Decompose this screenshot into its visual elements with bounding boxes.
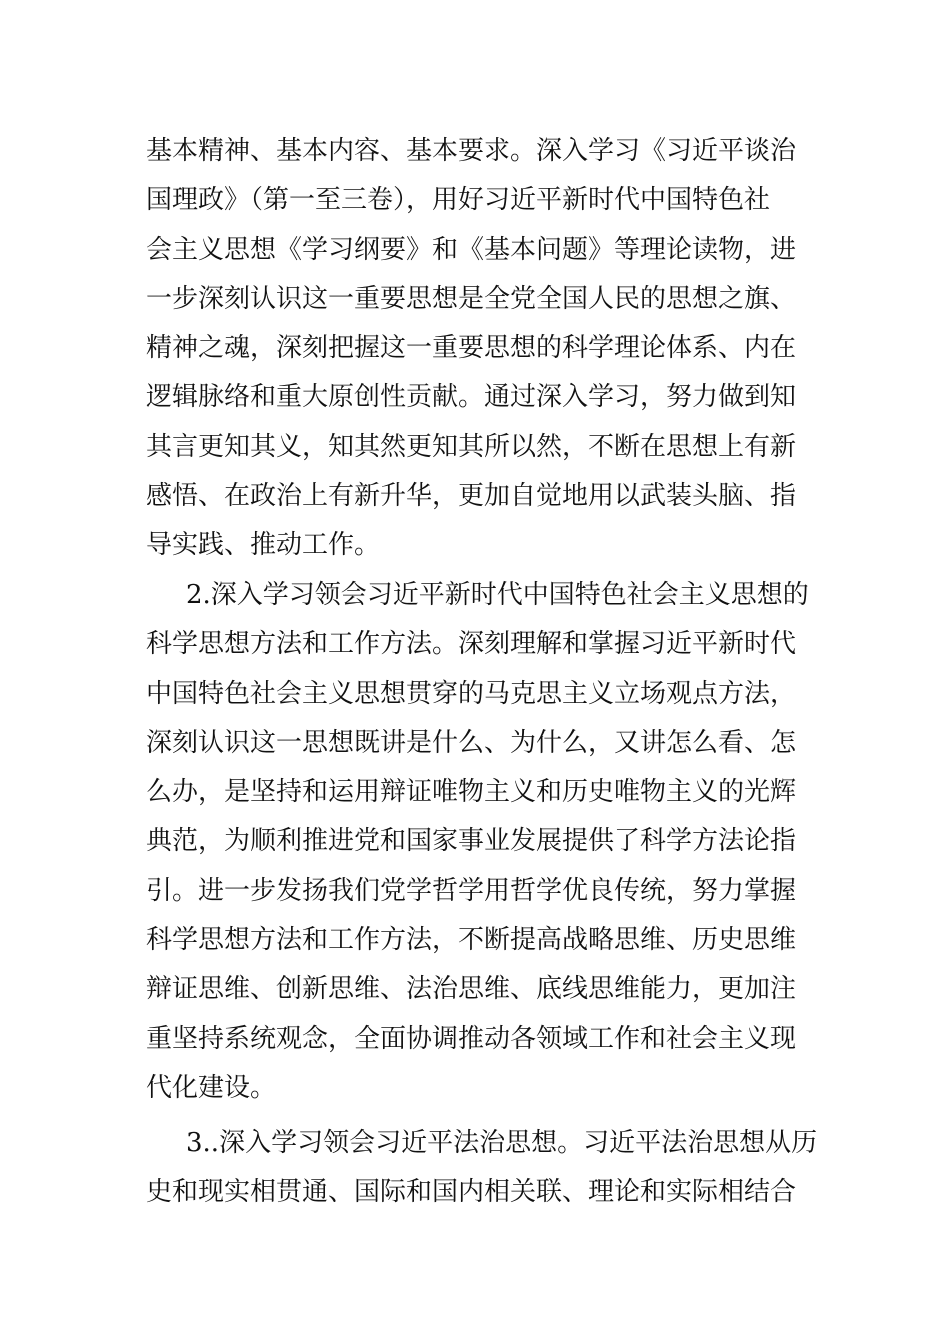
paragraph-2-line-11: 代化建设。 [146,1072,277,1103]
paragraph-1-line-1: 基本精神、基本内容、基本要求。深入学习《习近平谈治 [146,136,797,166]
paragraph-2-line-2: 科学思想方法和工作方法。深刻理解和掌握习近平新时代 [146,629,797,660]
paragraph-2-line-5: 么办，是坚持和运用辩证唯物主义和历史唯物主义的光辉 [146,777,797,808]
paragraph-2-line-4: 深刻认识这一思想既讲是什么、为什么，又讲怎么看、怎 [146,727,797,758]
paragraph-3-line-2: 史和现实相贯通、国际和国内相关联、理论和实际相结合 [146,1177,797,1208]
paragraph-2-line-3: 中国特色社会主义思想贯穿的马克思主义立场观点方法， [146,678,797,709]
paragraph-1-line-6: 逻辑脉络和重大原创性贡献。通过深入学习，努力做到知 [146,382,797,413]
paragraph-3 [146,1119,826,1218]
paragraph-2-line-8: 科学思想方法和工作方法，不断提高战略思维、历史思维 [146,925,797,956]
paragraph-1-line-3: 会主义思想《学习纲要》和《基本问题》等理论读物，进 [146,234,797,265]
paragraph-1-line-5: 精神之魂，深刻把握这一重要思想的科学理论体系、内在 [146,333,797,364]
paragraph-2 [146,571,826,1113]
paragraph-1-line-2: 国理政》（第一至三卷），用好习近平新时代中国特色社 [146,185,771,216]
paragraph-1-line-7: 其言更知其义，知其然更知其所以然，不断在思想上有新 [146,431,797,462]
paragraph-2-line-9: 辩证思维、创新思维、法治思维、底线思维能力，更加注 [146,974,797,1005]
paragraph-2-line-1: 2.深入学习领会习近平新时代中国特色社会主义思想的 [186,580,809,610]
paragraph-2-line-6: 典范，为顺利推进党和国家事业发展提供了科学方法论指 [146,826,797,857]
paragraph-1-line-4: 一步深刻认识这一重要思想是全党全国人民的思想之旗、 [146,283,797,314]
paragraph-2-line-7: 引。进一步发扬我们党学哲学用哲学优良传统，努力掌握 [146,875,797,906]
paragraph-2-line-10: 重坚持系统观念，全面协调推动各领域工作和社会主义现 [146,1023,797,1054]
paragraph-1-line-8: 感悟、在政治上有新升华，更加自觉地用以武装头脑、指 [146,481,797,512]
paragraph-3-line-1: 3..深入学习领会习近平法治思想。习近平法治思想从历 [186,1128,818,1158]
paragraph-1-line-9: 导实践、推动工作。 [146,530,381,561]
paragraph-1 [146,127,826,571]
